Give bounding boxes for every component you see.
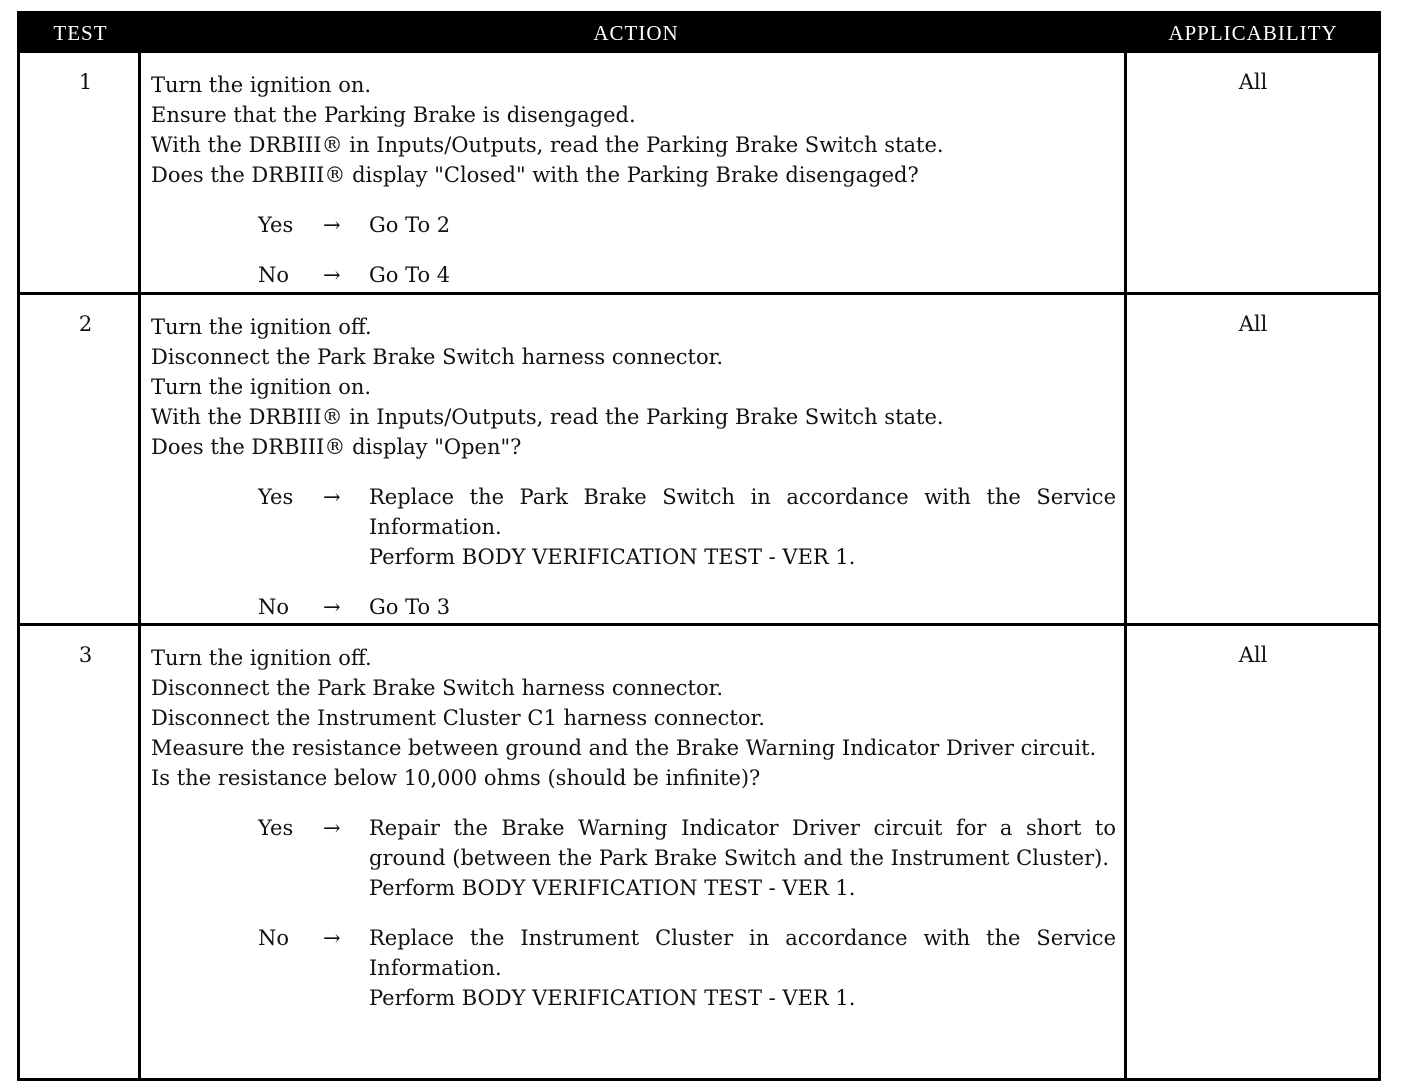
result-text: Perform BODY VERIFICATION TEST - VER 1. [369,986,856,1010]
step-text: Turn the ignition off. [151,315,372,339]
applicability-value: All [1238,312,1268,336]
result-text: Replace the Instrument Cluster in accordance with the Service Information. [369,926,1116,980]
result-text: Replace the Park Brake Switch in accordance with the Service Information. [369,485,1116,539]
arrow-icon: → [323,485,341,509]
applicability-value: All [1238,643,1268,667]
yes-option [151,210,1116,240]
test-action [151,312,1116,622]
applicability-value: All [1238,70,1268,94]
yes-result [369,210,1116,240]
step-text: Turn the ignition off. [151,646,372,670]
test-action [151,70,1116,290]
no-result [369,260,1116,290]
arrow-icon: → [323,926,341,950]
no-result [369,592,1116,622]
yes-option [151,482,1116,572]
step-text: Turn the ignition on. [151,73,372,97]
yes-label: Yes [258,485,294,509]
arrow-icon: → [323,816,341,840]
step-text: Disconnect the Park Brake Switch harness connector. [151,345,723,369]
arrow-icon: → [323,213,341,237]
step-text: Disconnect the Park Brake Switch harness connector. [151,676,723,700]
step-text: Turn the ignition on. [151,375,372,399]
result-text: Perform BODY VERIFICATION TEST - VER 1. [369,876,856,900]
result-text: Go To 4 [369,263,451,287]
test-number: 3 [78,643,93,667]
yes-option [151,813,1116,903]
header-applicability: APPLICABILITY [1168,21,1338,45]
step-text: Measure the resistance between ground and the Brake Warning Indicator Driver circuit. [151,736,1097,760]
result-text: Go To 2 [369,213,451,237]
no-result [369,923,1116,1013]
no-label: No [258,595,290,619]
no-option [151,592,1116,622]
test-row [20,53,1378,292]
diagnostic-test-table [17,11,1381,1081]
step-text: With the DRBIII® in Inputs/Outputs, read the Parking Brake Switch state. [151,405,944,429]
test-row [20,295,1378,623]
step-text: Is the resistance below 10,000 ohms (should be infinite)? [151,766,761,790]
step-text: With the DRBIII® in Inputs/Outputs, read the Parking Brake Switch state. [151,133,944,157]
arrow-icon: → [323,263,341,287]
yes-label: Yes [258,213,294,237]
yes-result [369,482,1116,572]
no-label: No [258,263,290,287]
result-text: Repair the Brake Warning Indicator Driver circuit for a short to ground (between the Park Brake Switch and the Instrument Cluster). [369,816,1116,870]
yes-label: Yes [258,816,294,840]
step-text: Disconnect the Instrument Cluster C1 harness connector. [151,706,765,730]
step-text: Does the DRBIII® display "Closed" with the Parking Brake disengaged? [151,163,919,187]
test-number: 1 [78,70,93,94]
header-test: TEST [53,21,108,45]
no-option [151,923,1116,1013]
result-text: Perform BODY VERIFICATION TEST - VER 1. [369,545,856,569]
result-text: Go To 3 [369,595,451,619]
no-option [151,260,1116,290]
no-label: No [258,926,290,950]
test-row [20,626,1378,1078]
yes-result [369,813,1116,903]
header-action: ACTION [593,21,679,45]
arrow-icon: → [323,595,341,619]
test-number: 2 [78,312,93,336]
table-header [20,14,1378,53]
step-text: Does the DRBIII® display "Open"? [151,435,522,459]
test-action [151,643,1116,1013]
step-text: Ensure that the Parking Brake is disengaged. [151,103,636,127]
